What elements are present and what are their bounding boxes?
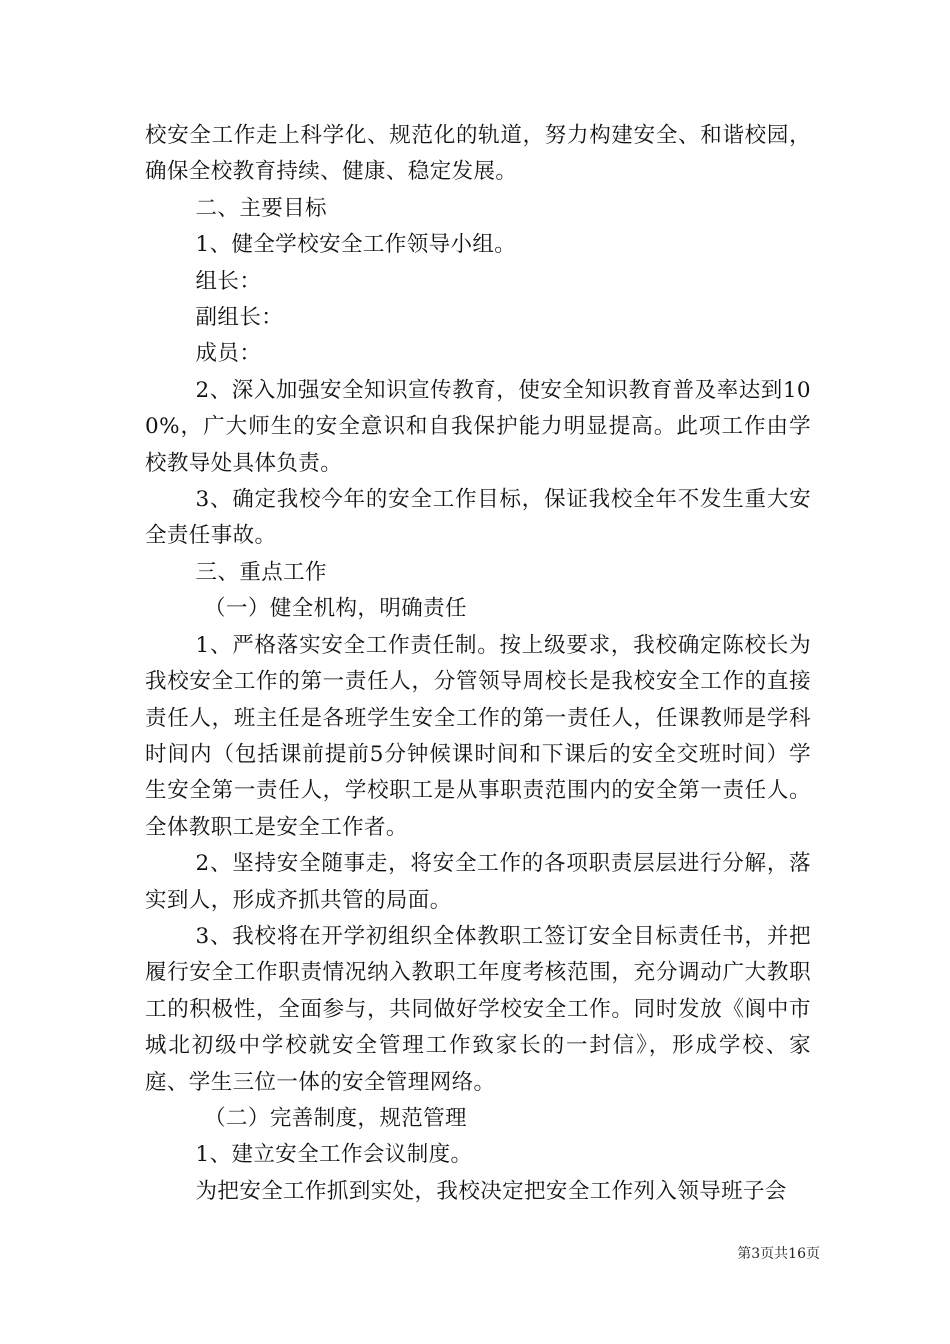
paragraph-goal-3: 3、确定我校今年的安全工作目标，保证我校全年不发生重大安全责任事故。 — [145, 487, 811, 549]
page-number-footer: 第3页共16页 — [737, 1246, 820, 1262]
heading-key-work: 三、重点工作 — [195, 559, 327, 585]
paragraph-responsibility-system: 1、严格落实安全工作责任制。按上级要求，我校确定陈校长为我校安全工作的第一责任人，分管领导周校长是我校安全工作的直接责任人，班主任是各班学生安全工作的第一责任人，任课教师是学科时间内（包括课前提前5分钟候课时间和下课后的安全交班时间）学生安全第一责任人，学校职工是从事职责范围内的安全第一责任人。全体教职工是安全工作者。 — [145, 632, 811, 840]
paragraph-meeting-detail: 为把安全工作抓到实处，我校决定把安全工作列入领导班子会 — [195, 1178, 787, 1204]
document-body — [145, 118, 811, 1210]
paragraph-goal-1: 1、健全学校安全工作领导小组。 — [195, 232, 517, 258]
field-deputy-leader: 副组长： — [195, 305, 284, 331]
paragraph-duty-breakdown: 2、坚持安全随事走，将安全工作的各项职责层层进行分解，落实到人，形成齐抓共管的局面。 — [145, 851, 811, 913]
paragraph-goal-2: 2、深入加强安全知识宣传教育，使安全知识教育普及率达到100%，广大师生的安全意识和自我保护能力明显提高。此项工作由学校教导处具体负责。 — [145, 377, 811, 476]
subheading-organization: （一）健全机构，明确责任 — [204, 596, 467, 622]
field-group-leader: 组长： — [195, 268, 262, 294]
paragraph-meeting-system: 1、建立安全工作会议制度。 — [195, 1142, 473, 1168]
heading-main-goals: 二、主要目标 — [195, 195, 327, 221]
paragraph-continuation: 校安全工作走上科学化、规范化的轨道，努力构建安全、和谐校园，确保全校教育持续、健康、稳定发展。 — [145, 123, 811, 185]
field-members: 成员： — [195, 341, 262, 367]
subheading-regulations: （二）完善制度，规范管理 — [204, 1105, 467, 1131]
paragraph-responsibility-letter: 3、我校将在开学初组织全体教职工签订安全目标责任书，并把履行安全工作职责情况纳入教职工年度考核范围，充分调动广大教职工的积极性，全面参与，共同做好学校安全工作。同时发放《阆中市城北初级中学校就安全管理工作致家长的一封信》，形成学校、家庭、学生三位一体的安全管理网络。 — [145, 923, 811, 1095]
